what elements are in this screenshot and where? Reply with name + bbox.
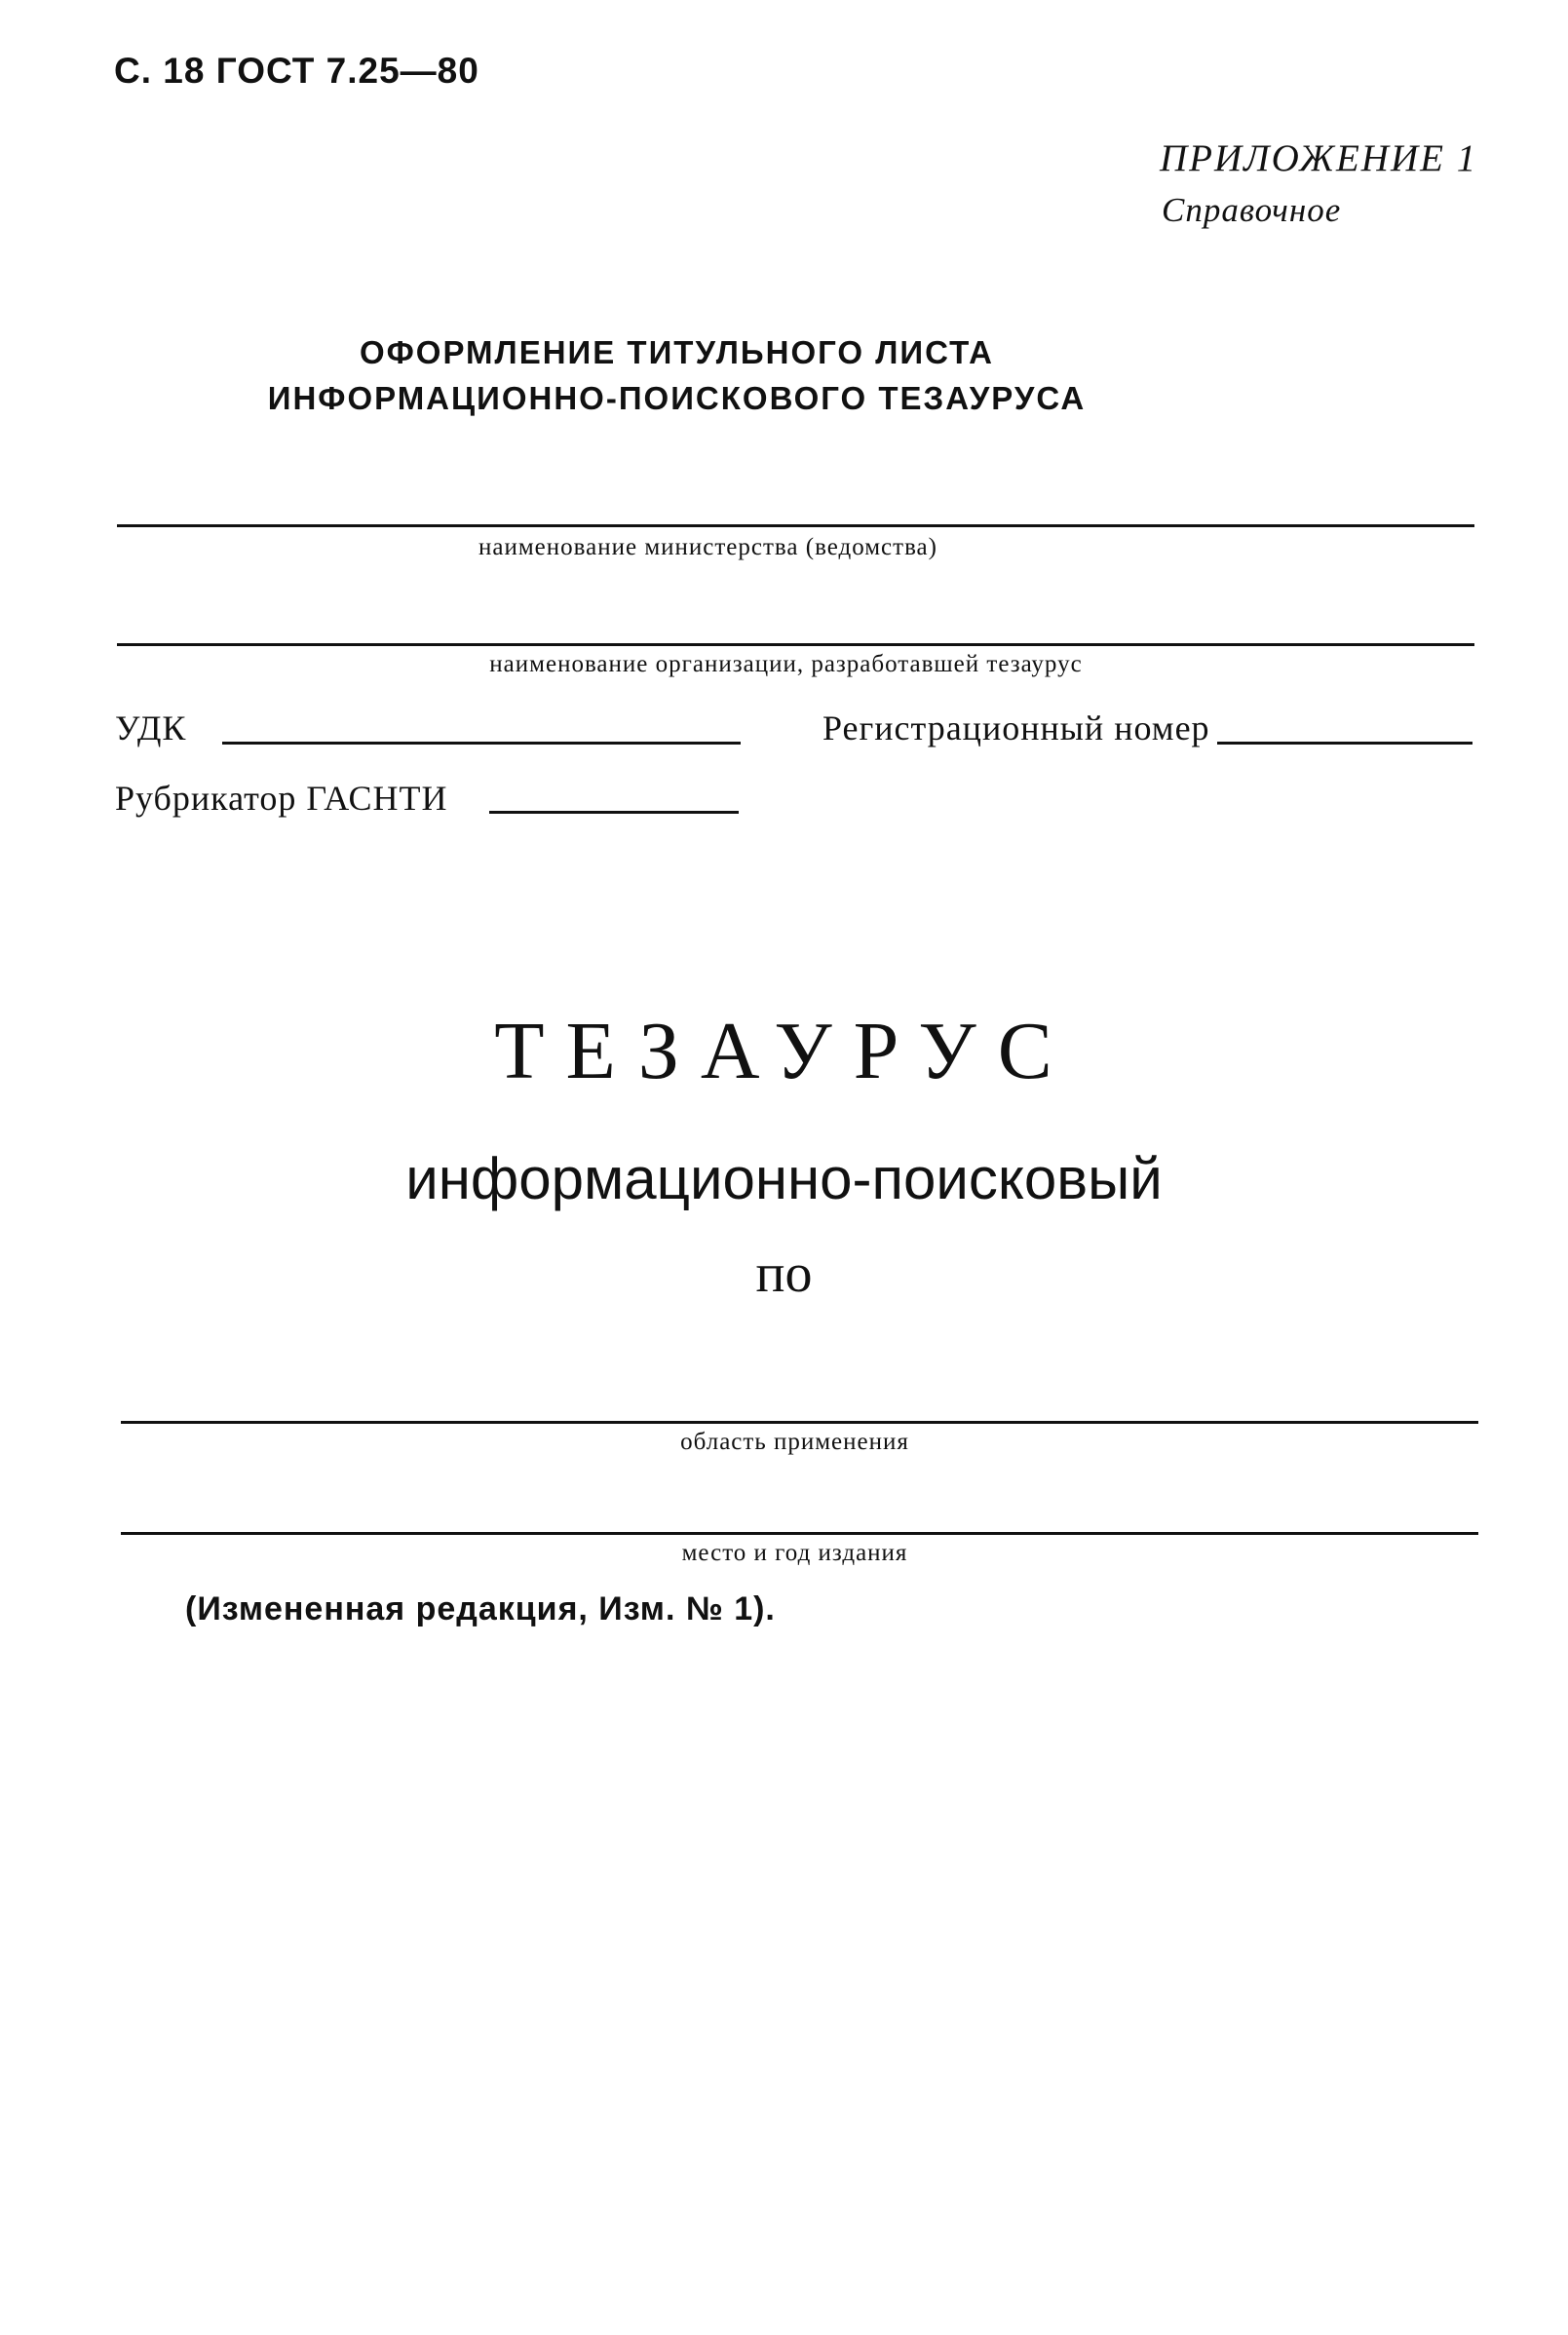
section-heading-line-1: ОФОРМЛЕНИЕ ТИТУЛЬНОГО ЛИСТА [359, 334, 995, 370]
appendix-title: ПРИЛОЖЕНИЕ 1 [1160, 137, 1478, 179]
appendix-subtitle: Справочное [1162, 191, 1342, 229]
registration-label: Регистрационный номер [822, 708, 1210, 747]
scope-field-line [121, 1421, 1478, 1424]
organization-caption: наименование организации, разработавшей тезаурус [489, 651, 1083, 677]
place-year-field-line [121, 1532, 1478, 1535]
page-header: С. 18 ГОСТ 7.25—80 [114, 51, 479, 91]
udc-field-line [222, 742, 741, 745]
thesaurus-title: ТЕЗАУРУС [494, 1006, 1074, 1096]
registration-field-line [1217, 742, 1472, 745]
scope-caption: область применения [680, 1429, 909, 1455]
ministry-caption: наименование министерства (ведомства) [478, 534, 937, 560]
thesaurus-preposition: по [755, 1244, 813, 1304]
thesaurus-subtitle: информационно-поисковый [405, 1146, 1163, 1211]
udc-label: УДК [115, 708, 187, 747]
revision-note: (Измененная редакция, Изм. № 1). [185, 1590, 776, 1627]
section-heading-line-2: ИНФОРМАЦИОННО-ПОИСКОВОГО ТЕЗАУРУСА [267, 380, 1087, 416]
rubricator-field-line [489, 811, 739, 814]
place-year-caption: место и год издания [681, 1540, 908, 1566]
organization-field-line [117, 643, 1474, 646]
rubricator-label: Рубрикатор ГАСНТИ [115, 779, 448, 818]
ministry-field-line [117, 524, 1474, 527]
